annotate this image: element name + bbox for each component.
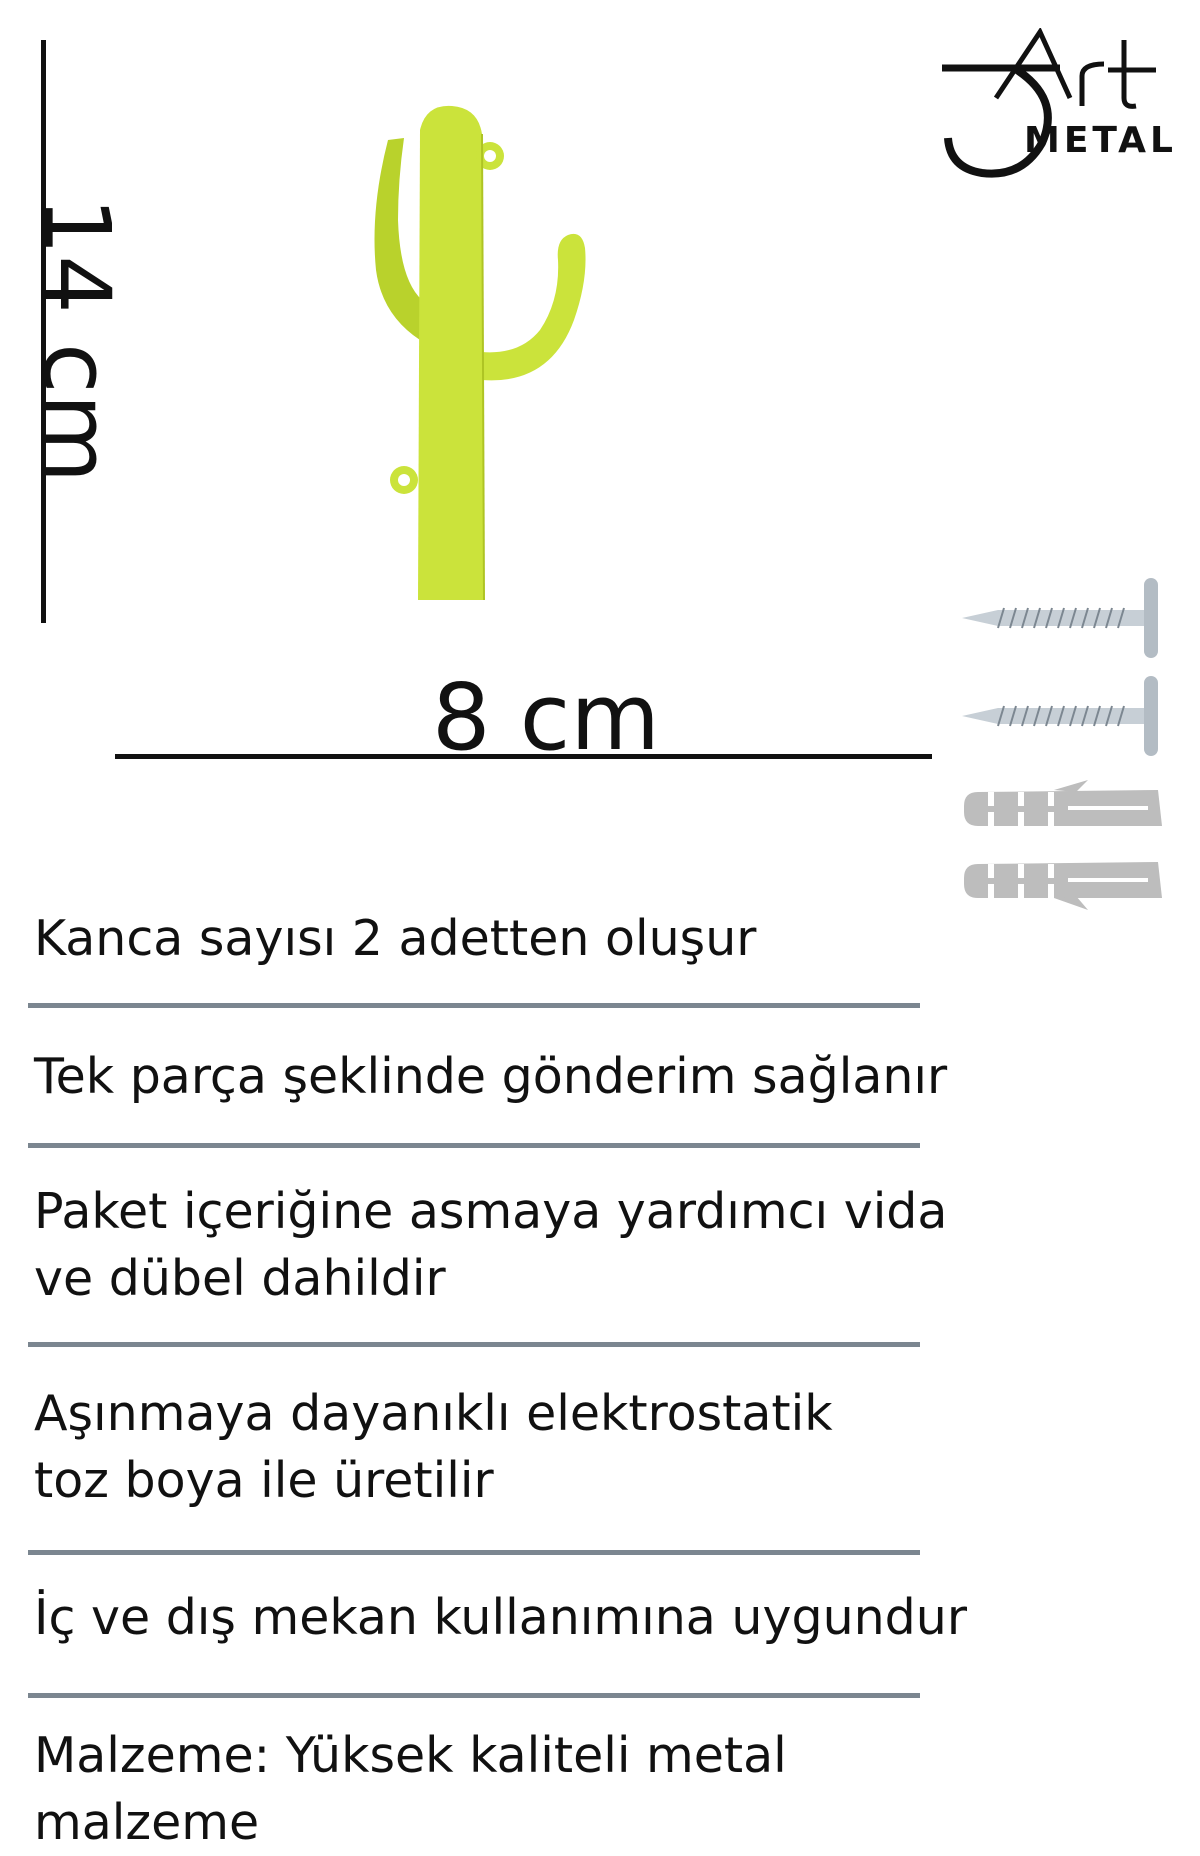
feature-single-piece: Tek parça şeklinde gönderim sağlanır [34,1048,948,1105]
wall-plug-icon [964,862,1162,910]
feature-package-contents: Paket içeriğine asmaya yardımcı vida ve dübel dahildir [34,1183,948,1307]
feature-divider [28,1550,920,1555]
width-dimension-label: 8 cm [432,664,660,771]
feature-usage: İç ve dış mekan kullanımına uygundur [34,1589,967,1646]
height-dimension-label: 14 cm [23,196,130,484]
wall-plug-icon [964,780,1162,826]
feature-material: Malzeme: Yüksek kaliteli metal malzeme [34,1727,787,1851]
hardware-icons [958,570,1178,920]
feature-divider [28,1693,920,1698]
feature-coating: Aşınmaya dayanıklı elektrostatik toz boya ile üretilir [34,1385,833,1509]
cactus-hook-icon [360,100,640,610]
feature-hook-count: Kanca sayısı 2 adetten oluşur [34,910,757,967]
cactus-hook-image [360,100,640,610]
logo-metal-text: METAL [1024,120,1177,161]
art-metal-logo-icon [932,28,1160,188]
brand-logo [932,28,1177,188]
screw-icon [962,676,1158,756]
feature-divider [28,1143,920,1148]
screw-icon [962,578,1158,658]
feature-divider [28,1342,920,1347]
feature-divider [28,1003,920,1008]
hardware-kit [958,570,1178,920]
